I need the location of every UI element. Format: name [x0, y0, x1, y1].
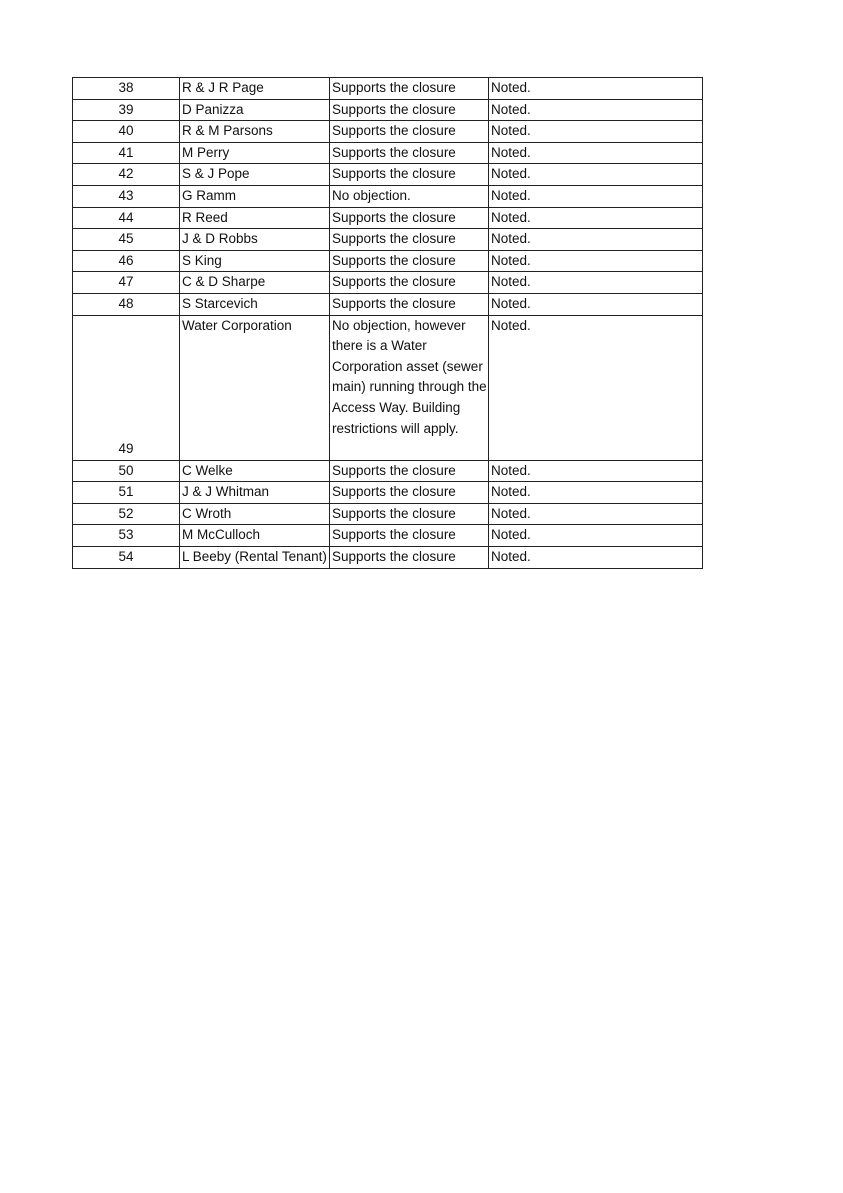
- response-text: Noted.: [489, 503, 703, 525]
- table-row: [73, 272, 703, 294]
- submission-text: Supports the closure: [330, 546, 489, 568]
- submission-text: Supports the closure: [330, 164, 489, 186]
- submission-number: 42: [73, 164, 180, 186]
- submission-text: Supports the closure: [330, 78, 489, 100]
- submitter-name: J & J Whitman: [180, 482, 330, 504]
- submitter-name: J & D Robbs: [180, 229, 330, 251]
- submitter-name: M McCulloch: [180, 525, 330, 547]
- response-text: Noted.: [489, 315, 703, 460]
- submission-number: 48: [73, 293, 180, 315]
- submission-number: 53: [73, 525, 180, 547]
- response-text: Noted.: [489, 78, 703, 100]
- table-row: [73, 229, 703, 251]
- submission-number: 47: [73, 272, 180, 294]
- submitter-name: S Starcevich: [180, 293, 330, 315]
- submission-number: 52: [73, 503, 180, 525]
- submission-number: 49: [73, 315, 180, 460]
- table-row: [73, 164, 703, 186]
- response-text: Noted.: [489, 121, 703, 143]
- submission-text: No objection.: [330, 185, 489, 207]
- submission-number: 44: [73, 207, 180, 229]
- submission-text: Supports the closure: [330, 460, 489, 482]
- table-row: [73, 142, 703, 164]
- submitter-name: Water Corporation: [180, 315, 330, 460]
- table-row: [73, 525, 703, 547]
- submission-number: 43: [73, 185, 180, 207]
- submission-number: 54: [73, 546, 180, 568]
- submission-number: 45: [73, 229, 180, 251]
- submitter-name: C Welke: [180, 460, 330, 482]
- submitter-name: R & M Parsons: [180, 121, 330, 143]
- submission-text: Supports the closure: [330, 142, 489, 164]
- submission-text: Supports the closure: [330, 121, 489, 143]
- submission-text: Supports the closure: [330, 229, 489, 251]
- submission-number: 46: [73, 250, 180, 272]
- submission-text: Supports the closure: [330, 207, 489, 229]
- table-row: [73, 250, 703, 272]
- submitter-name: D Panizza: [180, 99, 330, 121]
- table-row: [73, 503, 703, 525]
- submission-number: 41: [73, 142, 180, 164]
- response-text: Noted.: [489, 185, 703, 207]
- submissions-table: [72, 77, 703, 569]
- table-row: [73, 185, 703, 207]
- table-row: [73, 482, 703, 504]
- submitter-name: C & D Sharpe: [180, 272, 330, 294]
- response-text: Noted.: [489, 207, 703, 229]
- table-row: [73, 121, 703, 143]
- table-row: [73, 315, 703, 460]
- response-text: Noted.: [489, 293, 703, 315]
- table-row: [73, 207, 703, 229]
- submitter-name: L Beeby (Rental Tenant): [180, 546, 330, 568]
- submission-text: Supports the closure: [330, 272, 489, 294]
- response-text: Noted.: [489, 272, 703, 294]
- response-text: Noted.: [489, 99, 703, 121]
- response-text: Noted.: [489, 229, 703, 251]
- submission-text: Supports the closure: [330, 503, 489, 525]
- submission-number: 40: [73, 121, 180, 143]
- submission-text: Supports the closure: [330, 482, 489, 504]
- submitter-name: G Ramm: [180, 185, 330, 207]
- submission-text: Supports the closure: [330, 525, 489, 547]
- submitter-name: M Perry: [180, 142, 330, 164]
- submitter-name: R Reed: [180, 207, 330, 229]
- submission-text: Supports the closure: [330, 99, 489, 121]
- response-text: Noted.: [489, 525, 703, 547]
- table-row: [73, 78, 703, 100]
- response-text: Noted.: [489, 250, 703, 272]
- submitter-name: R & J R Page: [180, 78, 330, 100]
- submitter-name: S King: [180, 250, 330, 272]
- submission-number: 50: [73, 460, 180, 482]
- response-text: Noted.: [489, 460, 703, 482]
- response-text: Noted.: [489, 482, 703, 504]
- response-text: Noted.: [489, 164, 703, 186]
- response-text: Noted.: [489, 546, 703, 568]
- submission-number: 51: [73, 482, 180, 504]
- submission-text: No objection, however there is a Water Corporation asset (sewer main) running through the Access Way. Building restrictions will apply.: [330, 315, 489, 460]
- submission-text: Supports the closure: [330, 293, 489, 315]
- table-row: [73, 460, 703, 482]
- submission-number: 38: [73, 78, 180, 100]
- submitter-name: S & J Pope: [180, 164, 330, 186]
- submitter-name: C Wroth: [180, 503, 330, 525]
- response-text: Noted.: [489, 142, 703, 164]
- submission-text: Supports the closure: [330, 250, 489, 272]
- submission-number: 39: [73, 99, 180, 121]
- table-row: [73, 546, 703, 568]
- table-row: [73, 293, 703, 315]
- table-row: [73, 99, 703, 121]
